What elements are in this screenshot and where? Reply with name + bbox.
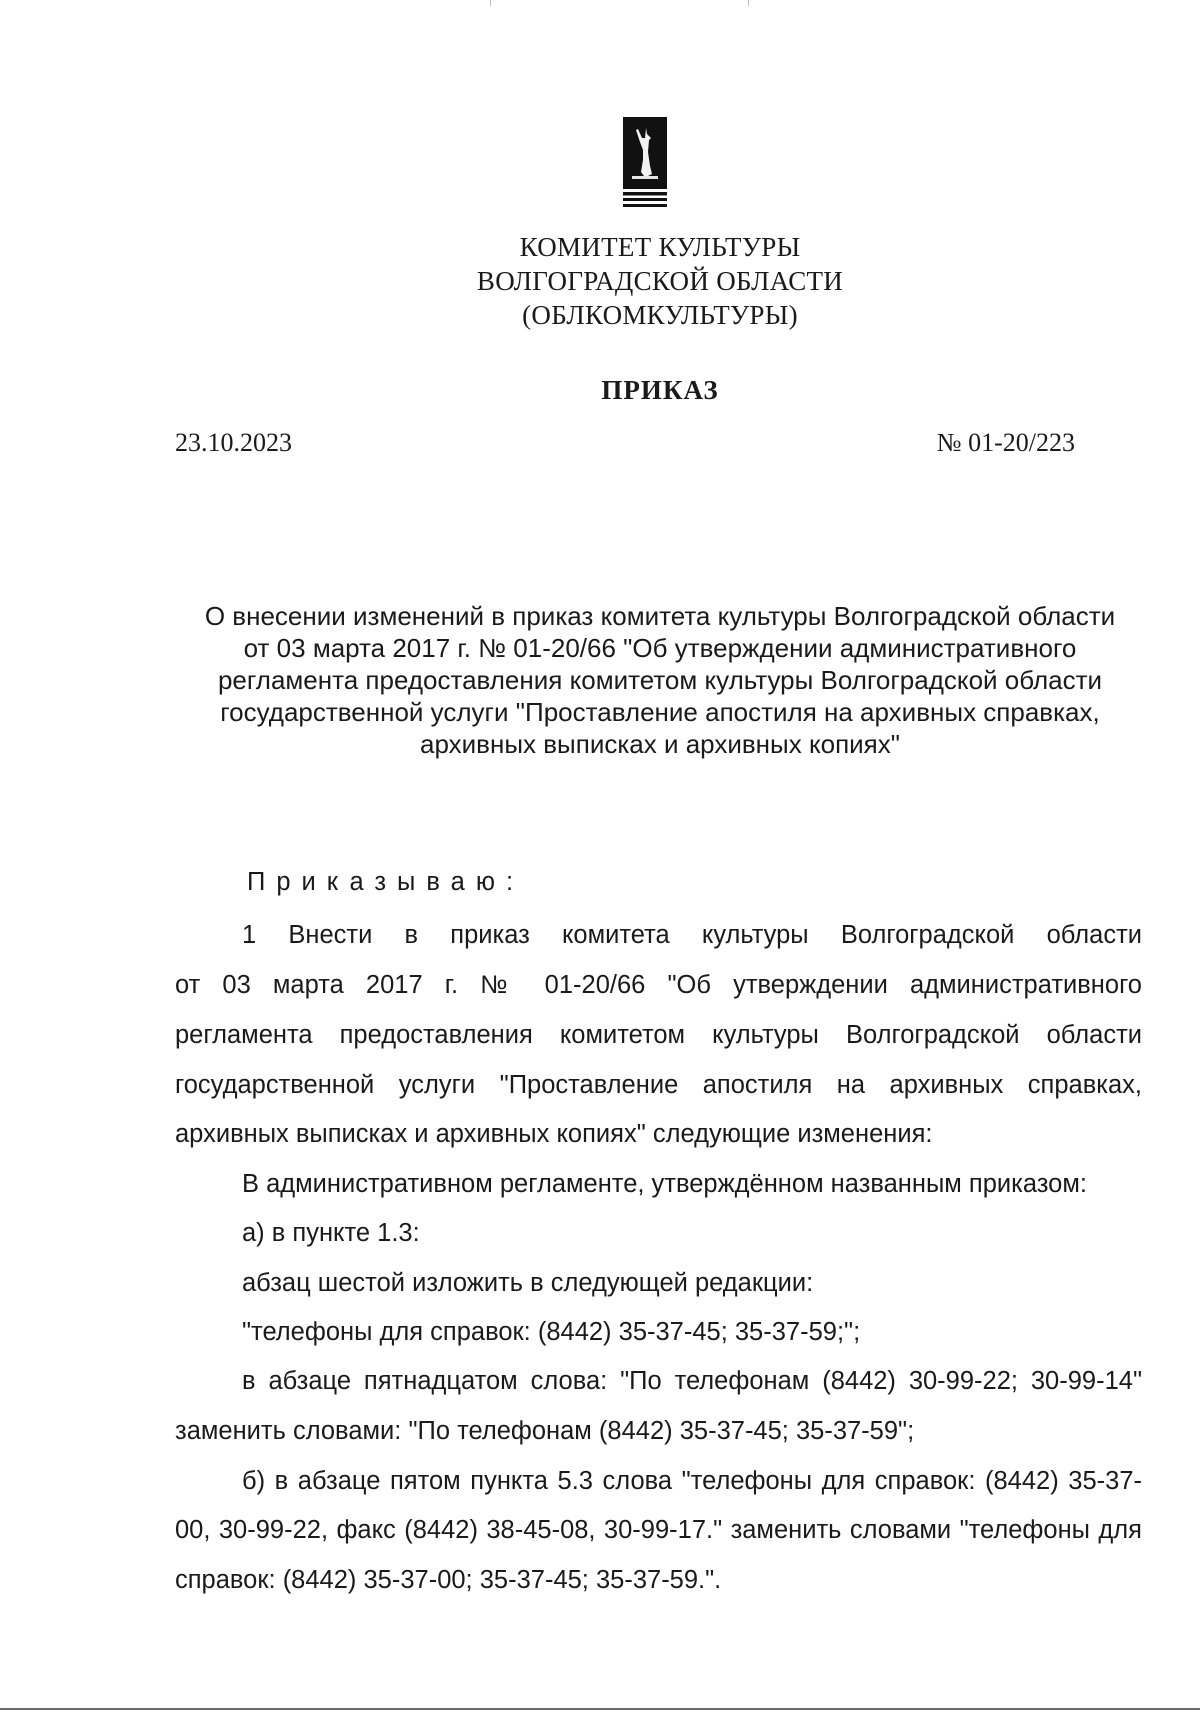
order-directive: Приказываю:: [247, 868, 525, 896]
paragraph-line: "телефоны для справок: (8442) 35-37-45; 35-37-59;";: [242, 1318, 861, 1346]
org-name-line1: КОМИТЕТ КУЛЬТУРЫ: [519, 232, 801, 262]
paragraph-line: от 03 марта 2017 г. № 01-20/66 "Об утверждении административного: [175, 971, 1142, 999]
order-number: № 01-20/223: [936, 428, 1075, 457]
subject-line: государственной услуги "Проставление апостиля на архивных справках,: [220, 697, 1100, 727]
paragraph-line: справок: (8442) 35-37-00; 35-37-45; 35-37-59.".: [175, 1566, 722, 1594]
paragraph-line: б) в абзаце пятом пункта 5.3 слова "телефоны для справок: (8442) 35-37-: [242, 1467, 1142, 1495]
scan-mark: [490, 0, 491, 6]
org-name-abbrev: (ОБЛКОМКУЛЬТУРЫ): [522, 300, 798, 330]
paragraph-line: а) в пункте 1.3:: [242, 1219, 420, 1247]
paragraph-line: 1 Внести в приказ комитета культуры Волгоградской области: [242, 921, 1142, 949]
paragraph-line: 00, 30-99-22, факс (8442) 38-45-08, 30-99-17." заменить словами "телефоны для: [175, 1516, 1142, 1544]
paragraph-line: в абзаце пятнадцатом слова: "По телефонам (8442) 30-99-22; 30-99-14": [242, 1367, 1142, 1395]
volgograd-emblem-icon: [622, 116, 668, 210]
paragraph-line: государственной услуги "Проставление апостиля на архивных справках,: [175, 1071, 1142, 1099]
paragraph-line: архивных выписках и архивных копиях" следующие изменения:: [175, 1120, 933, 1148]
order-subject: [190, 600, 1130, 760]
subject-line: архивных выписках и архивных копиях": [420, 729, 900, 759]
paragraph-line: В административном регламенте, утверждённом названным приказом:: [242, 1170, 1087, 1198]
subject-line: регламента предоставления комитетом культуры Волгоградской области: [217, 665, 1103, 695]
subject-line: от 03 марта 2017 г. № 01-20/66 "Об утверждении административного: [243, 633, 1077, 663]
subject-line: О внесении изменений в приказ комитета культуры Волгоградской области: [204, 601, 1116, 631]
order-date: 23.10.2023: [175, 428, 292, 457]
page-bottom-edge: [0, 1708, 1200, 1710]
paragraph-line: регламента предоставления комитетом культуры Волгоградской области: [175, 1021, 1142, 1049]
document-title: ПРИКАЗ: [601, 375, 719, 405]
paragraph-line: абзац шестой изложить в следующей редакции:: [242, 1269, 814, 1297]
paragraph-line: заменить словами: "По телефонам (8442) 35-37-45; 35-37-59";: [175, 1417, 915, 1445]
scan-mark: [748, 0, 749, 6]
org-name-line2: ВОЛГОГРАДСКОЙ ОБЛАСТИ: [476, 266, 844, 296]
